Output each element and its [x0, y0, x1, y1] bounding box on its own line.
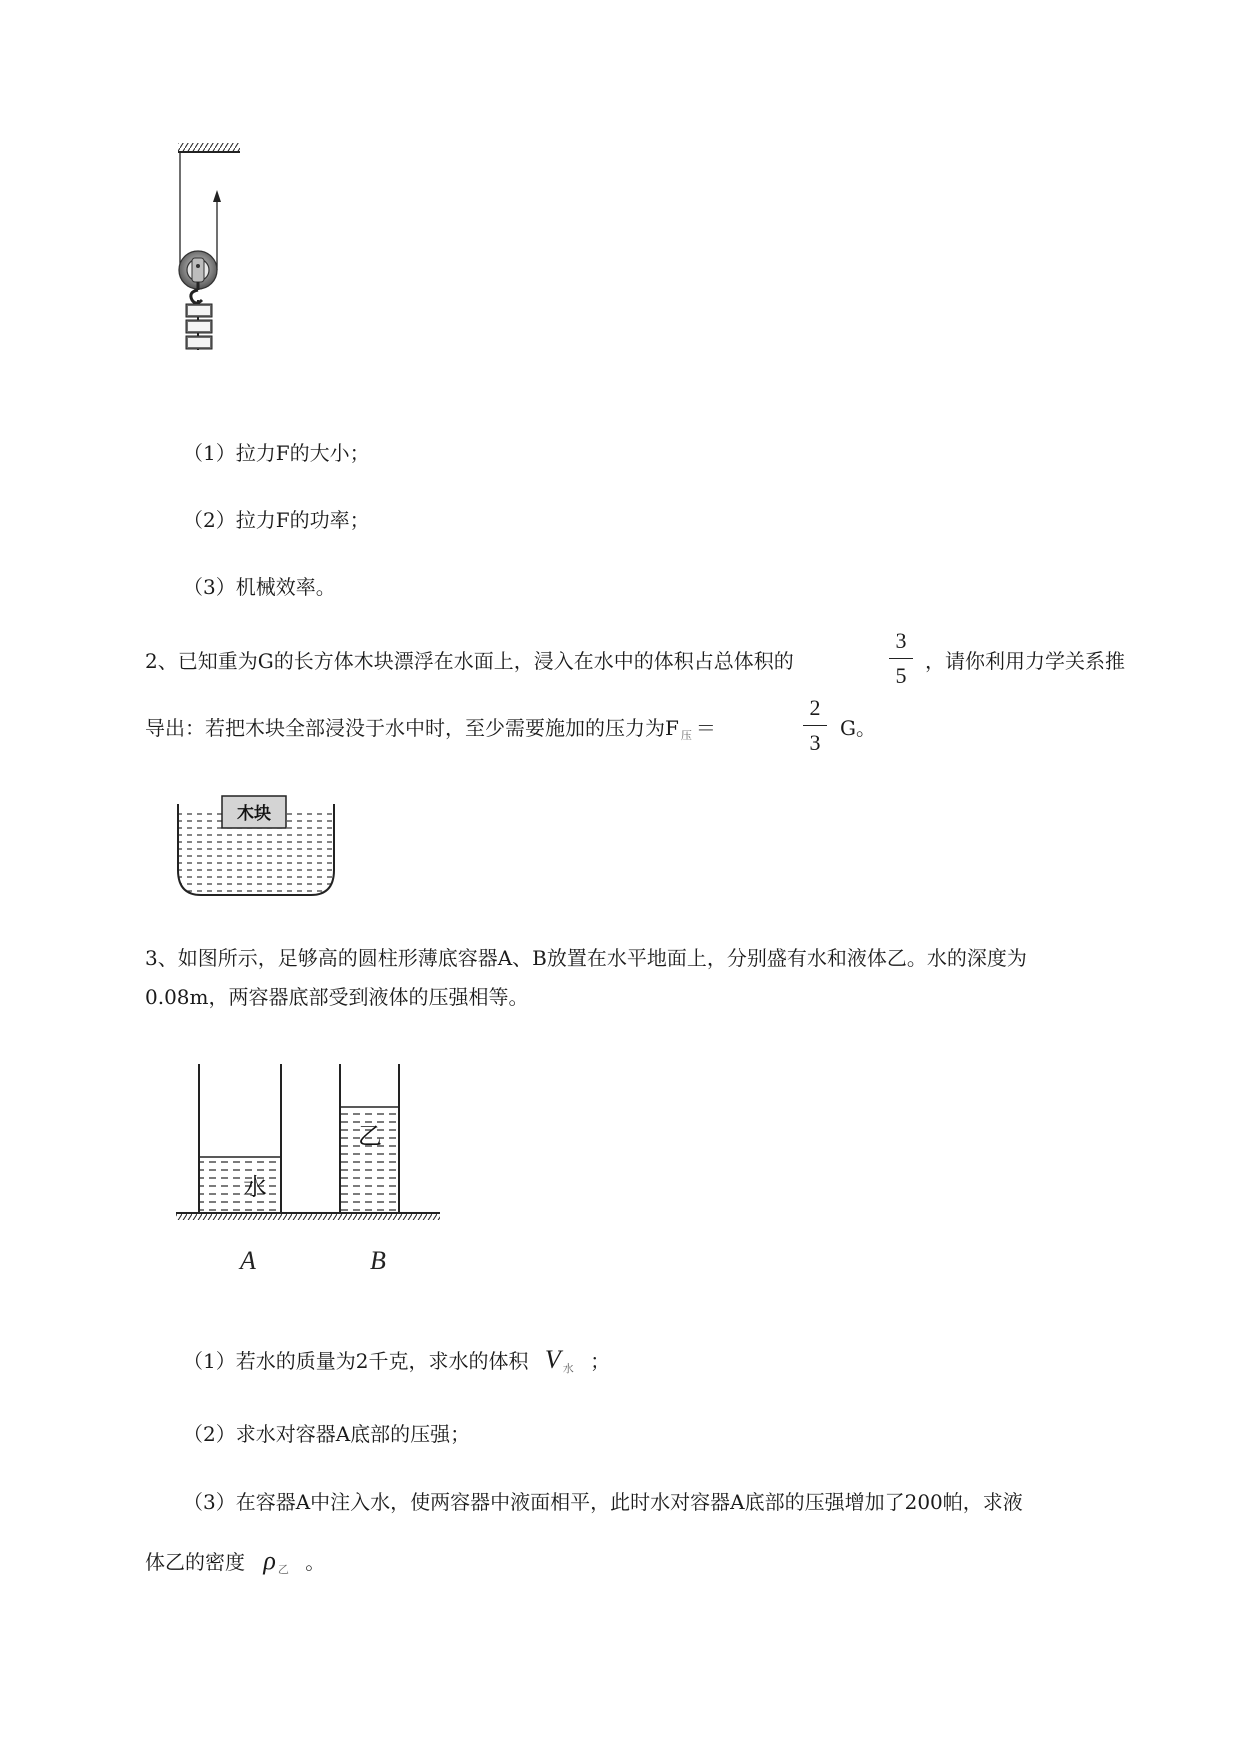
fraction-bar — [889, 658, 913, 659]
q1-part-1: （1）拉力F的大小； — [183, 441, 370, 465]
density-subscript: 乙 — [277, 1563, 289, 1576]
q2-fraction-2-3 — [800, 695, 830, 756]
fraction-numerator: 3 — [895, 628, 907, 653]
fraction-numerator: 2 — [809, 695, 821, 720]
q2-line-2 — [145, 714, 716, 750]
q2-line-2-text: 导出：若把木块全部浸没于水中时，至少需要施加的压力为F — [145, 716, 679, 740]
q1-part-2: （2）拉力F的功率； — [183, 508, 370, 532]
fraction-denominator: 3 — [809, 730, 821, 755]
q3-line-2: 0.08m，两容器底部受到液体的压强相等。 — [145, 985, 529, 1009]
container-a-label: A — [240, 1246, 256, 1275]
q3-line-1: 3、如图所示，足够高的圆柱形薄底容器A、B放置在水平地面上，分别盛有水和液体乙。水的深度为 — [145, 946, 1027, 970]
volume-variable: V — [544, 1345, 561, 1374]
floating-block-figure — [176, 790, 336, 900]
pulley-figure — [170, 140, 270, 370]
q3-part-2: （2）求水对容器A底部的压强； — [183, 1422, 471, 1446]
fraction-bar — [803, 725, 827, 726]
q2-line-1-end: ，请你利用力学关系推 — [925, 649, 1125, 673]
container-b-label: B — [370, 1246, 386, 1275]
q3-part-1-text: （1）若水的质量为2千克，求水的体积 — [183, 1349, 529, 1373]
q3-part-3-line-1: （3）在容器A中注入水，使两容器中液面相平，此时水对容器A底部的压强增加了200帕，求液 — [183, 1490, 1023, 1514]
q3-part-3-text: 体乙的密度 — [145, 1550, 245, 1574]
q3-part-3-end: 。 — [305, 1550, 326, 1574]
liquid-b-label: 乙 — [358, 1122, 382, 1150]
q2-fraction-3-5 — [886, 628, 916, 689]
block-label: 木块 — [237, 804, 271, 824]
q1-part-3: （3）机械效率。 — [183, 575, 336, 599]
volume-subscript: 水 — [562, 1362, 574, 1375]
q3-part-1-end: ； — [590, 1349, 611, 1373]
q3-part-3-line-2 — [145, 1547, 325, 1584]
force-subscript: 压 — [680, 729, 692, 742]
equals-sign: ＝ — [695, 716, 716, 740]
containers-figure — [172, 1062, 442, 1277]
q3-part-1 — [183, 1346, 610, 1383]
water-label: 水 — [243, 1173, 267, 1201]
fraction-denominator: 5 — [895, 663, 907, 688]
q2-line-1-start: 2、已知重为G的长方体木块漂浮在水面上，浸入在水中的体积占总体积的 — [145, 649, 794, 673]
q2-line-2-end: G。 — [840, 716, 876, 740]
density-variable: ρ — [263, 1546, 276, 1575]
